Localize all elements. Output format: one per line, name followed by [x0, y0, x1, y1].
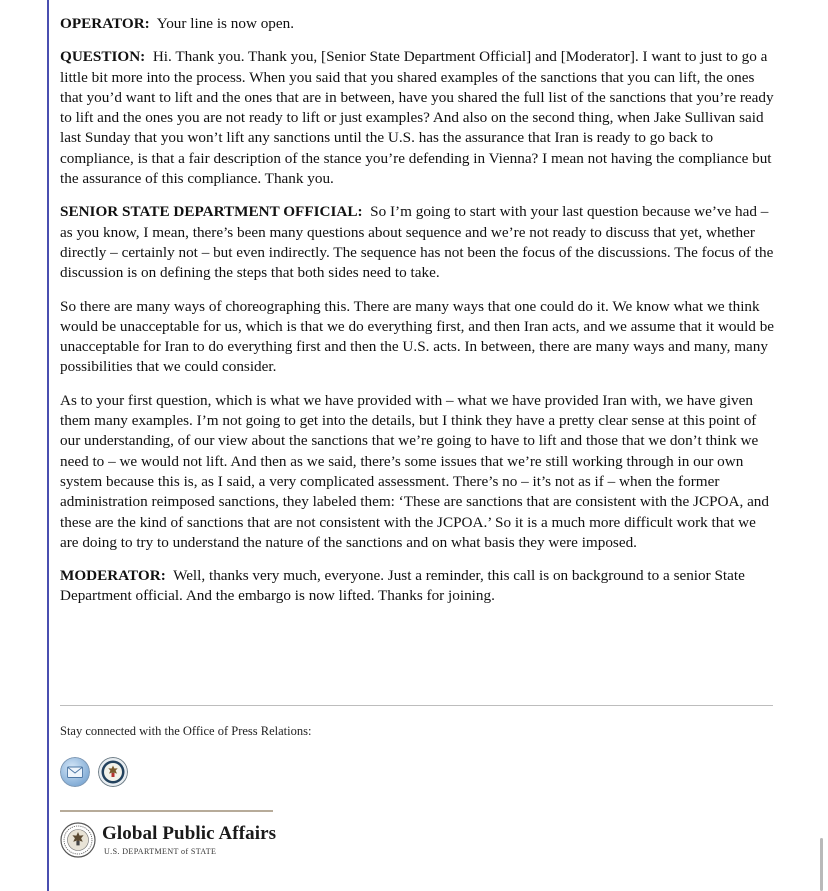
logo-subtitle: U.S. DEPARTMENT of STATE: [104, 847, 217, 856]
state-department-seal-icon: [60, 822, 96, 858]
left-border-rule: [47, 0, 49, 891]
transcript-paragraph: [60, 47, 776, 189]
logo-title: Global Public Affairs: [102, 823, 277, 844]
email-icon[interactable]: [60, 757, 90, 787]
paragraph-text: Your line is now open.: [156, 15, 295, 32]
speaker-label: SENIOR STATE DEPARTMENT OFFICIAL:: [60, 203, 363, 221]
transcript-paragraph: [60, 566, 776, 607]
social-icons: [60, 757, 128, 787]
paragraph-text: So there are many ways of choreographing this. There are many ways that one could do it. We know what we think would be unacceptable for us, which is that we do everything first, and then Iran acts, and we assume that it would be unacceptable for Iran to do everything first and then the U.S. acts. In between, there are many ways and many, many possibilities that we could consider.: [60, 297, 775, 376]
logo-text: [102, 824, 276, 856]
state-department-seal-icon[interactable]: [98, 757, 128, 787]
paragraph-text: Well, thanks very much, everyone. Just a reminder, this call is on background to a senior State Department official. And the embargo is now lifted. Thanks for joining.: [60, 567, 745, 605]
speaker-label: MODERATOR:: [60, 567, 166, 585]
speaker-label: OPERATOR:: [60, 15, 150, 32]
transcript-paragraph: [60, 14, 776, 34]
transcript-body: [60, 14, 776, 620]
transcript-paragraph: [60, 297, 776, 378]
transcript-paragraph: [60, 202, 776, 283]
paragraph-text: Hi. Thank you. Thank you, [Senior State Department Official] and [Moderator]. I want to just to go a little bit more into the process. When you said that you shared examples of the sanctions that you can lift, the ones that you’d want to lift and the ones that are in between, have you shared the full list of the sanctions that you’re ready to lift and the ones you are not ready to lift or just examples? And also on the second thing, when Jake Sullivan said last Sunday that you won’t lift any sanctions until the U.S. has the assurance that Iran is ready to go back to compliance, is that a fair description of the stance you’re defending in Vienna? I mean not having the compliance but the assurance of this compliance. Thank you.: [60, 48, 774, 188]
speaker-label: QUESTION:: [60, 48, 146, 66]
transcript-paragraph: [60, 391, 776, 553]
footer-divider: [60, 705, 773, 706]
logo-divider: [60, 810, 273, 812]
paragraph-text: As to your first question, which is what we have provided with – what we have provided Iran with, we have given them many examples. I’m not going to get into the details, but I think they have a pretty clear sense at this point of our understanding, of our view about the sanctions that we’re going to have to lift and those that we don’t think we need to – we would not lift. And then as we said, there’s some issues that we’re still working through in our own system because this is, as I said, a very complicated assessment. There’s no – it’s not as if – when the former administration reimposed sanctions, they labeled them: ‘These are sanctions that are consistent with the JCPOA, and these are the kind of sanctions that are not consistent with the JCPOA.’ So it is a much more difficult work that we are doing to try to understand the nature of the sanctions and on what basis they were imposed.: [60, 391, 769, 551]
paragraph-text: So I’m going to start with your last question because we’ve had – as you know, I mean, there’s been many questions about sequence and we’re not ready to discuss that yet, whether directly – certainly not – but even indirectly. The sequence has not been the focus of the discussions. The focus of the discussion is on defining the steps that both sides need to take.: [60, 203, 774, 282]
stay-connected-text: Stay connected with the Office of Press Relations:: [60, 724, 312, 738]
scrollbar[interactable]: [820, 838, 823, 891]
global-public-affairs-logo[interactable]: [60, 822, 276, 858]
